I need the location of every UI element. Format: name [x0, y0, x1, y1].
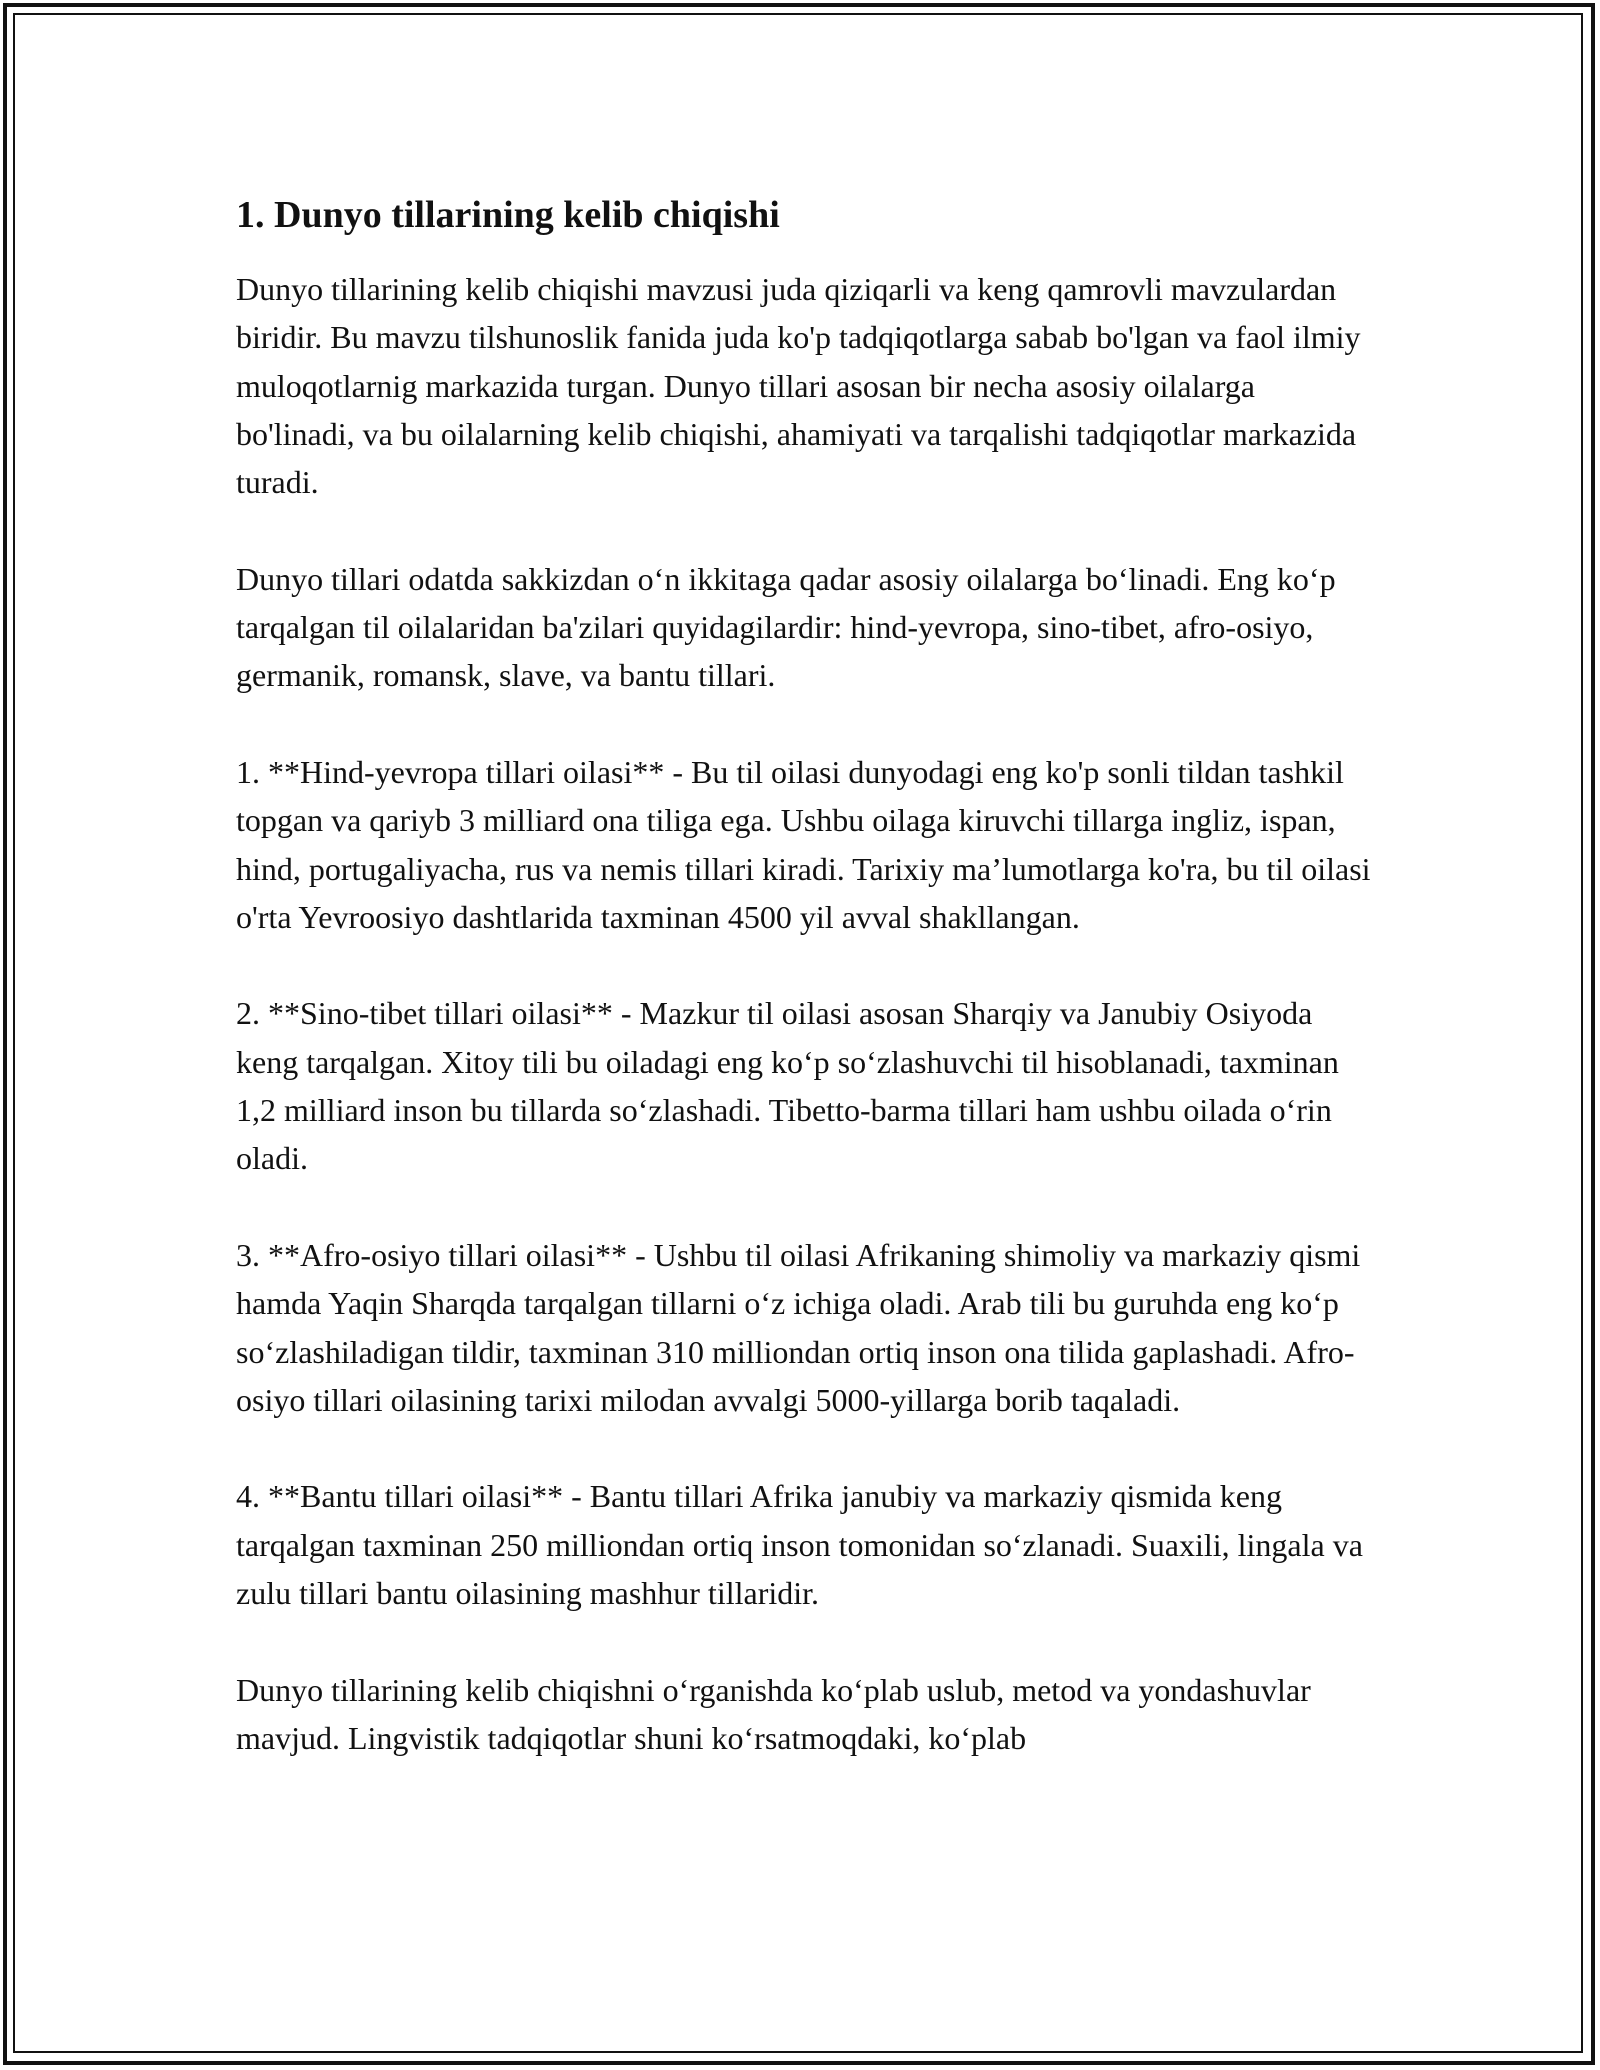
paragraph-afro-asiatic: 3. **Afro-osiyo tillari oilasi** - Ushbu til oilasi Afrikaning shimoliy va markaziy qismi hamda Yaqin Sharqda tarqalgan tillarni oʻz ichiga oladi. Arab tili bu guruhda eng koʻp soʻzlashiladigan tildir, taxminan 310 milliondan ortiq inson ona tilida gaplashadi. Afro-osiyo tillari oilasining tarixi milodan avvalgi 5000-yillarga borib taqaladi. — [236, 1236, 1361, 1418]
document-body — [236, 185, 1376, 1811]
paragraph-bantu: 4. **Bantu tillari oilasi** - Bantu tillari Afrika janubiy va markaziy qismida keng tarqalgan taxminan 250 milliondan ortiq inson tomonidan soʻzlanadi. Suaxili, lingala va zulu tillari bantu oilasining mashhur tillaridir. — [236, 1478, 1363, 1612]
paragraph-families-overview: Dunyo tillari odatda sakkizdan oʻn ikkitaga qadar asosiy oilalarga boʻlinadi. Eng koʻp tarqalgan til oilalaridan ba'zilari quyidagilardir: hind-yevropa, sino-tibet, afro-osiyo, germanik, romansk, slave, va bantu tillari. — [236, 560, 1336, 694]
paragraph-methods: Dunyo tillarining kelib chiqishni oʻrganishda koʻplab uslub, metod va yondashuvlar mavjud. Lingvistik tadqiqotlar shuni koʻrsatmoqdaki, koʻplab — [236, 1671, 1311, 1756]
document-title: 1. Dunyo tillarining kelib chiqishi — [236, 194, 780, 236]
paragraph-sino-tibetan: 2. **Sino-tibet tillari oilasi** - Mazkur til oilasi asosan Sharqiy va Janubiy Osiyoda keng tarqalgan. Xitoy tili bu oiladagi eng koʻp soʻzlashuvchi til hisoblanadi, taxminan 1,2 milliard inson bu tillarda soʻzlashadi. Tibetto-barma tillari ham ushbu oilada oʻrin oladi. — [236, 995, 1339, 1177]
paragraph-indo-european: 1. **Hind-yevropa tillari oilasi** - Bu til oilasi dunyodagi eng ko'p sonli tildan tashkil topgan va qariyb 3 milliard ona tiliga ega. Ushbu oilaga kiruvchi tillarga ingliz, ispan, hind, portugaliyacha, rus va nemis tillari kiradi. Tarixiy ma’lumotlarga ko'ra, bu til oilasi o'rta Yevroosiyo dashtlarida taxminan 4500 yil avval shakllangan. — [236, 753, 1371, 935]
paragraph-intro: Dunyo tillarining kelib chiqishi mavzusi juda qiziqarli va keng qamrovli mavzulardan biridir. Bu mavzu tilshunoslik fanida juda ko'p tadqiqotlarga sabab bo'lgan va faol ilmiy muloqotlarnig markazida turgan. Dunyo tillari asosan bir necha asosiy oilalarga bo'linadi, va bu oilalarning kelib chiqishi, ahamiyati va tarqalishi tadqiqotlar markazida turadi. — [236, 271, 1361, 501]
